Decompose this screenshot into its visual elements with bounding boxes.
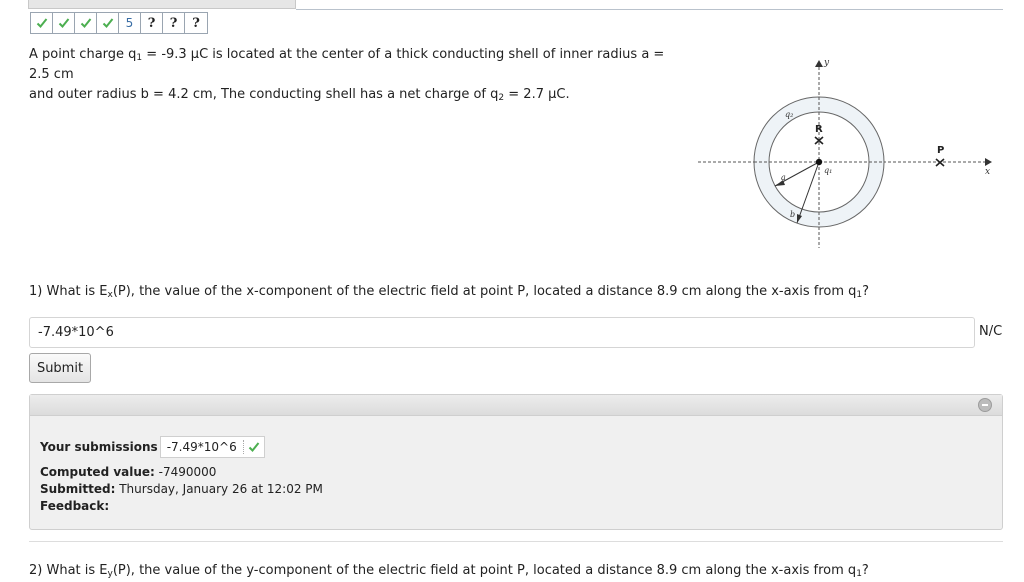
q2-label: q₂ xyxy=(785,110,794,119)
submission-value: -7.49*10^6 xyxy=(166,440,237,454)
submit-button[interactable]: Submit xyxy=(29,353,91,383)
computed-value-row: Computed value: -7490000 xyxy=(40,465,217,479)
progress-tracker xyxy=(30,12,208,34)
radius-b-label: b xyxy=(790,210,796,219)
p-point-marker xyxy=(936,159,944,166)
progress-cell-1[interactable] xyxy=(31,13,53,33)
feedback-row: Feedback: xyxy=(40,499,110,513)
chip-separator xyxy=(243,440,244,454)
q1-label: q₁ xyxy=(824,166,833,175)
x-axis-label: x xyxy=(985,167,991,177)
progress-cell-unknown[interactable]: ? xyxy=(163,13,185,33)
collapse-icon[interactable] xyxy=(978,398,992,412)
check-icon xyxy=(102,17,114,29)
x-axis-arrow xyxy=(985,158,992,166)
progress-cell-current[interactable]: 5 xyxy=(119,13,141,33)
check-icon xyxy=(80,17,92,29)
your-submissions-label: Your submissions xyxy=(40,440,158,454)
p-label: P xyxy=(937,145,945,156)
question-1-text: 1) What is $E_x(P)$, the value of the x-component of the electric field at point P, located a distance 8.9 cm along the x-axis from $q_1$? xyxy=(29,284,870,300)
your-submissions-row xyxy=(40,436,265,458)
progress-cell-2[interactable] xyxy=(53,13,75,33)
progress-cell-unknown[interactable]: ? xyxy=(141,13,163,33)
progress-cell-4[interactable] xyxy=(97,13,119,33)
q1-charge xyxy=(816,159,822,165)
answer-input[interactable] xyxy=(29,317,975,348)
submission-chip[interactable] xyxy=(160,436,265,458)
submissions-panel-header[interactable] xyxy=(30,395,1002,416)
y-axis-arrow xyxy=(815,60,823,67)
problem-line-1: A point charge $q_1 = -9.3$ μC is located at the center of a thick conducting shell of inner radius a = 2.5 cm xyxy=(29,47,665,82)
progress-cell-3[interactable] xyxy=(75,13,97,33)
problem-statement xyxy=(29,45,689,105)
submissions-panel xyxy=(29,394,1003,530)
check-icon xyxy=(58,17,70,29)
top-tab xyxy=(28,0,296,9)
r-label: R xyxy=(815,124,823,135)
check-icon xyxy=(248,441,260,453)
unit-label: N/C xyxy=(979,324,1003,339)
problem-line-2: and outer radius b = 4.2 cm, The conducting shell has a net charge of $q_2 = 2.7$ μC. xyxy=(29,87,570,103)
check-icon xyxy=(36,17,48,29)
divider xyxy=(29,541,1003,542)
radius-a-label: a xyxy=(781,173,786,182)
y-axis-label: y xyxy=(824,58,830,68)
question-2-text: 2) What is $E_y(P)$, the value of the y-component of the electric field at point P, located a distance 8.9 cm along the x-axis from $q_1$? xyxy=(29,563,869,579)
top-rule xyxy=(296,9,1003,10)
progress-cell-unknown[interactable]: ? xyxy=(185,13,207,33)
submitted-row: Submitted: Thursday, January 26 at 12:02 PM xyxy=(40,482,323,496)
shell-diagram xyxy=(690,52,995,254)
